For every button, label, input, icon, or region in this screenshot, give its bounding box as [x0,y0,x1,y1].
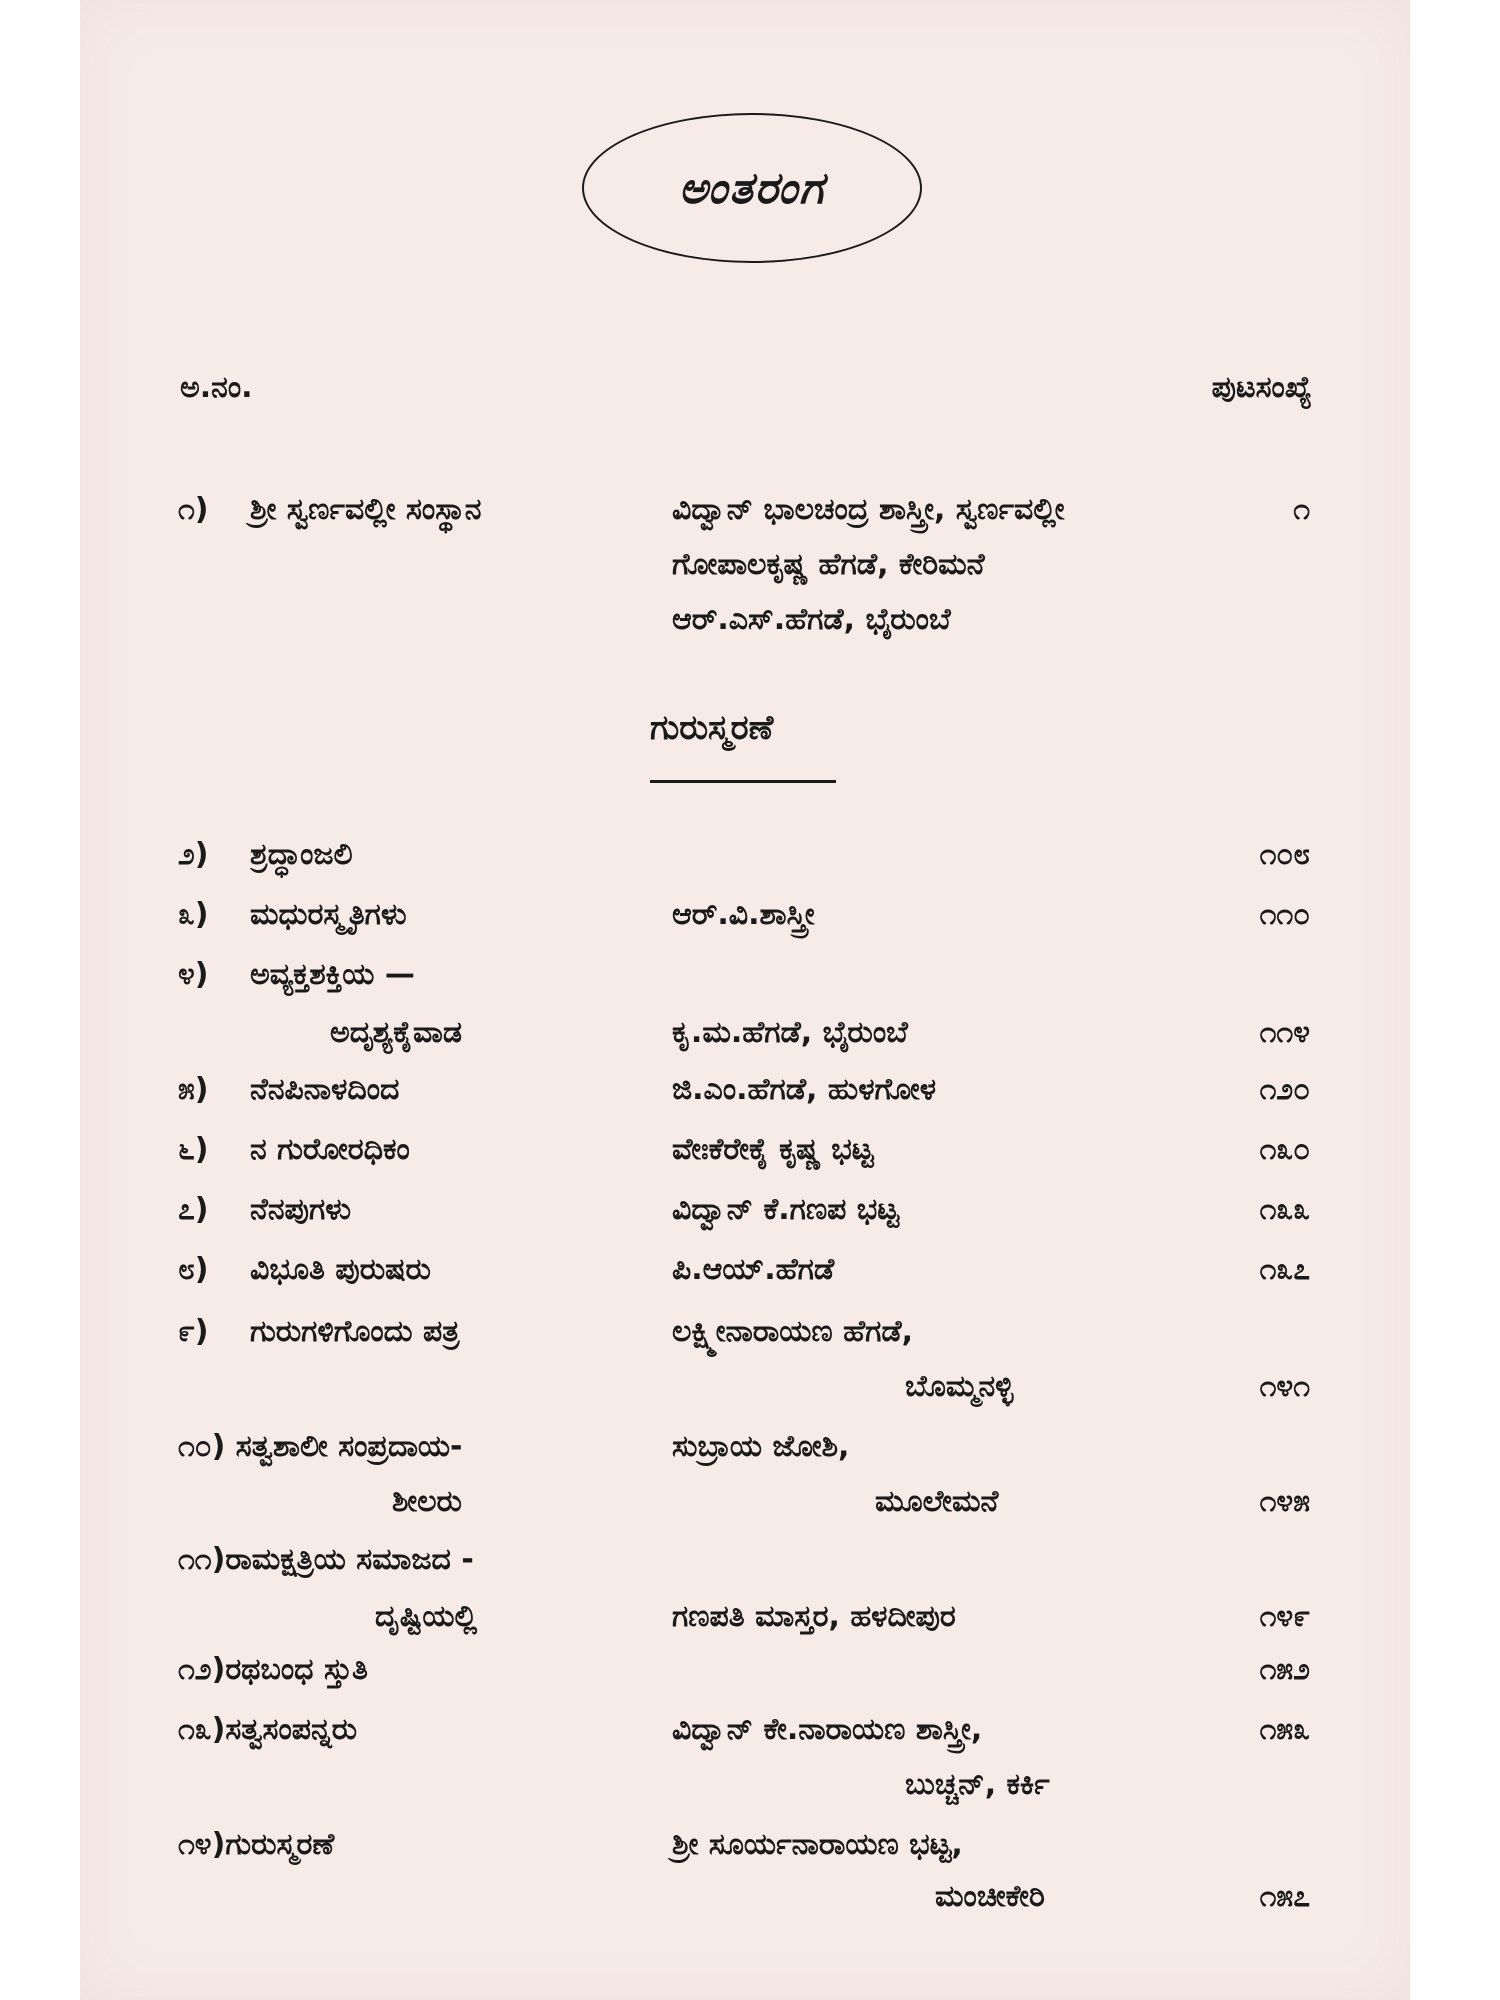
toc-row [0,1820,1500,1870]
entry-number: ೧೨) [178,1652,226,1687]
entry-author-continuation: ಮೂಲೇಮನೆ [875,1484,999,1519]
entry-page: ೧೩೭ [1259,1252,1310,1287]
toc-row-continuation [0,1008,1500,1058]
page-number-header: ಪುಟಸಂಖ್ಯೆ [1211,370,1312,405]
serial-number-header: ಅ.ನಂ. [180,370,253,405]
entry-number: ೧೦) [178,1429,226,1464]
entry-page: ೧೫೩ [1259,1712,1310,1747]
entry-author: ಆರ್.ಎಸ್.ಹೆಗಡೆ, ಭೈರುಂಬೆ [672,602,951,637]
entry-title: ಅವ್ಯಕ್ತಶಕ್ತಿಯ — [250,957,415,992]
toc-row [0,1422,1500,1472]
entry-author: ಲಕ್ಷ್ಮೀನಾರಾಯಣ ಹೆಗಡೆ, [672,1314,914,1349]
toc-row [0,1645,1500,1695]
entry-title: ಗುರುಸ್ಮರಣೆ [225,1827,335,1862]
entry-author: ವೇಃಕೆರೇಕೈ ಕೃಷ್ಣ ಭಟ್ಟ [672,1132,874,1167]
toc-row-continuation [0,595,1500,645]
entry-author: ಗಣಪತಿ ಮಾಸ್ತರ, ಹಳದೀಪುರ [672,1599,956,1634]
entry-number: ೫) [178,1072,209,1107]
entry-title: ಸತ್ವಶಾಲೀ ಸಂಪ್ರದಾಯ- [235,1429,463,1464]
toc-row [0,1125,1500,1175]
toc-row-continuation [0,1760,1500,1810]
entry-number-title [178,1535,474,1585]
entry-author-continuation: ಮಂಚೀಕೇರಿ [935,1879,1045,1914]
entry-author: ಪಿ.ಆಯ್.ಹೆಗಡೆ [672,1252,835,1287]
entry-number: ೯) [178,1314,209,1349]
entry-page: ೧೧೪ [1259,1015,1310,1050]
entry-author: ಜಿ.ಎಂ.ಹೆಗಡೆ, ಹುಳಗೋಳ [672,1072,936,1107]
entry-number: ೬) [178,1132,209,1167]
entry-title: ಮಧುರಸ್ಮೃತಿಗಳು [250,897,407,932]
entry-page: ೧ [1293,492,1310,527]
entry-page: ೧೪೯ [1259,1599,1310,1634]
entry-author: ಕೃ.ಮ.ಹೆಗಡೆ, ಭೈರುಂಬೆ [672,1015,908,1050]
entry-number: ೪) [178,957,209,992]
entry-title: ಸತ್ವಸಂಪನ್ನರು [225,1712,358,1747]
toc-row [0,1307,1500,1357]
entry-page: ೧೧೦ [1259,897,1310,932]
entry-author-continuation: ಬುಚ್ಚನ್, ಕರ್ಕಿ [905,1767,1050,1802]
entry-page: ೧೦೮ [1259,837,1310,872]
entry-title-continuation: ಶೀಲರು [392,1484,462,1519]
entry-title: ರಾಮಕ್ಷತ್ರಿಯ ಸಮಾಜದ - [225,1542,474,1577]
section-underline [650,780,836,783]
entry-number-title [178,1422,463,1472]
entry-number: ೩) [178,897,209,932]
entry-author-continuation: ಬೊಮ್ಮನಳ್ಳಿ [905,1369,1014,1404]
entry-author: ವಿದ್ವಾನ್ ಭಾಲಚಂದ್ರ ಶಾಸ್ತ್ರೀ, ಸ್ವರ್ಣವಲ್ಲೀ [672,492,1065,527]
entry-number: ೧೧) [178,1542,226,1577]
entry-title: ಗುರುಗಳಿಗೊಂದು ಪತ್ರ [250,1314,460,1349]
entry-title-continuation: ದೃಷ್ಟಿಯಲ್ಲಿ [375,1599,478,1634]
document-page [80,0,1410,2000]
title-oval [582,113,922,263]
entry-page: ೧೪೫ [1259,1484,1310,1519]
toc-row-continuation [0,1477,1500,1527]
entry-title: ಶ್ರೀ ಸ್ವರ್ಣವಲ್ಲೀ ಸಂಸ್ಥಾನ [250,492,482,527]
entry-number: ೧೩) [178,1712,226,1747]
entry-number: ೭) [178,1192,209,1227]
toc-row [0,1185,1500,1235]
entry-number-title [178,1705,357,1755]
entry-number-title [178,1645,368,1695]
toc-row [0,1535,1500,1585]
entry-title: ವಿಭೂತಿ ಪುರುಷರು [250,1252,431,1287]
entry-title: ನೆನಪುಗಳು [250,1192,352,1227]
toc-row-continuation [0,540,1500,590]
entry-page: ೧೩೦ [1259,1132,1310,1167]
entry-number: ೧) [178,492,209,527]
toc-row [0,1245,1500,1295]
entry-author: ಶ್ರೀ ಸೂರ್ಯನಾರಾಯಣ ಭಟ್ಟ, [672,1827,963,1862]
entry-title-continuation: ಅದೃಶ್ಯಕೈವಾಡ [330,1015,462,1050]
toc-row-continuation [0,1872,1500,1922]
entry-title: ನ ಗುರೋರಧಿಕಂ [250,1132,410,1167]
entry-author: ವಿದ್ವಾನ್ ಕೆ.ಗಣಪ ಭಟ್ಟ [672,1192,900,1227]
entry-number-title [178,1820,334,1870]
entry-number: ೨) [178,837,209,872]
toc-row [0,950,1500,1000]
entry-page: ೧೪೧ [1259,1369,1310,1404]
toc-row-continuation [0,1362,1500,1412]
toc-row-continuation [0,1592,1500,1642]
toc-row [0,1065,1500,1115]
toc-row [0,830,1500,880]
entry-author: ಸುಬ್ರಾಯ ಜೋಶಿ, [672,1429,850,1464]
page-title: ಅಂತರಂಗ [678,162,826,214]
entry-number: ೮) [178,1252,209,1287]
entry-title: ಶ್ರದ್ಧಾಂಜಲಿ [250,837,353,872]
entry-page: ೧೫೭ [1259,1879,1310,1914]
toc-row [0,1705,1500,1755]
entry-page: ೧೨೦ [1259,1072,1310,1107]
entry-author: ವಿದ್ವಾನ್ ಕೇ.ನಾರಾಯಣ ಶಾಸ್ತ್ರೀ, [672,1712,983,1747]
toc-row [0,890,1500,940]
entry-author: ಆರ್.ವಿ.ಶಾಸ್ತ್ರೀ [672,897,815,932]
entry-page: ೧೩೩ [1259,1192,1310,1227]
toc-row [0,485,1500,535]
entry-page: ೧೫೨ [1259,1652,1310,1687]
entry-author: ಗೋಪಾಲಕೃಷ್ಣ ಹೆಗಡೆ, ಕೇರಿಮನೆ [672,547,985,582]
entry-title: ರಥಬಂಧ ಸ್ತುತಿ [225,1652,368,1687]
entry-number: ೧೪) [178,1827,226,1862]
entry-title: ನೆನಪಿನಾಳದಿಂದ [250,1072,400,1107]
section-title: ಗುರುಸ್ಮರಣೆ [650,708,774,748]
